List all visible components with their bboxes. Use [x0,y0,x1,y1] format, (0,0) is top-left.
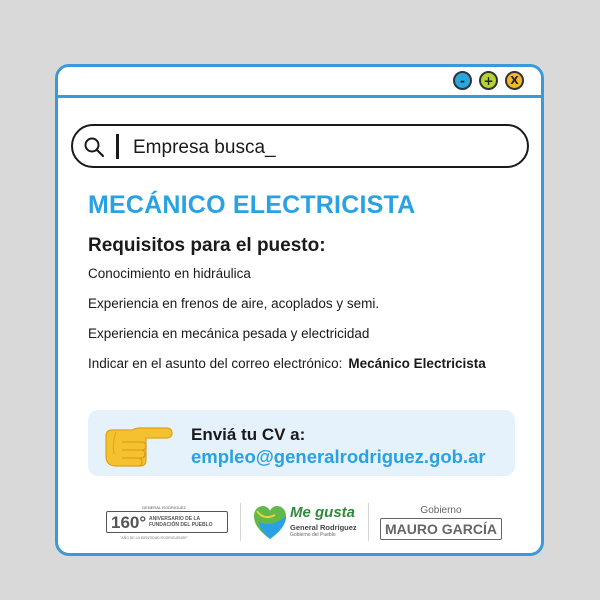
anniversary-text [149,516,213,528]
text-cursor [116,134,119,159]
cv-email-link[interactable]: empleo@generalrodriguez.gob.ar [191,446,486,467]
requirement-subject [88,356,486,371]
close-button[interactable]: X [505,71,524,90]
anniversary-line2: FUNDACIÓN DEL PUEBLO [149,522,213,528]
requirement-item: Conocimiento en hidráulica [88,266,251,281]
government-name: MAURO GARCÍA [380,518,502,540]
anniversary-top-text: GENERAL RODRÍGUEZ [142,505,187,510]
brand-tagline: Gobierno del Pueblo [290,532,336,538]
requirement-item: Experiencia en mecánica pesada y electricidad [88,326,370,341]
brand-title: Me gusta [290,504,356,521]
requirements-heading: Requisitos para el puesto: [88,235,326,256]
search-bar[interactable] [71,124,529,168]
window-titlebar [58,67,541,98]
me-gusta-logo [253,501,363,547]
cv-label: Enviá tu CV a: [191,425,306,444]
subject-value: Mecánico Electricista [348,356,486,371]
search-text: Empresa busca_ [133,137,276,158]
brand-subtitle: General Rodríguez [290,523,357,532]
anniversary-box [106,511,228,533]
government-label: Gobierno [420,505,462,516]
footer-logos [58,497,541,553]
search-icon [83,136,105,158]
anniversary-number: 160° [111,513,147,532]
cv-callout [88,410,515,476]
heart-logo-icon [253,503,287,541]
anniversary-line1: ANIVERSARIO DE LA [149,516,201,522]
maximize-button[interactable]: + [479,71,498,90]
anniversary-motto: "AÑO DE LA IDENTIDAD RODRIGUENSE" [120,536,188,540]
job-title: MECÁNICO ELECTRICISTA [88,191,416,219]
minimize-button[interactable]: - [453,71,472,90]
requirement-item: Experiencia en frenos de aire, acoplados y semi. [88,296,380,311]
browser-window [55,64,544,556]
footer-divider [368,503,369,541]
footer-divider [240,503,241,541]
anniversary-logo [106,505,230,545]
government-logo [380,505,502,545]
subject-prefix: Indicar en el asunto del correo electrónico: [88,356,343,371]
pointing-hand-icon [102,420,174,468]
